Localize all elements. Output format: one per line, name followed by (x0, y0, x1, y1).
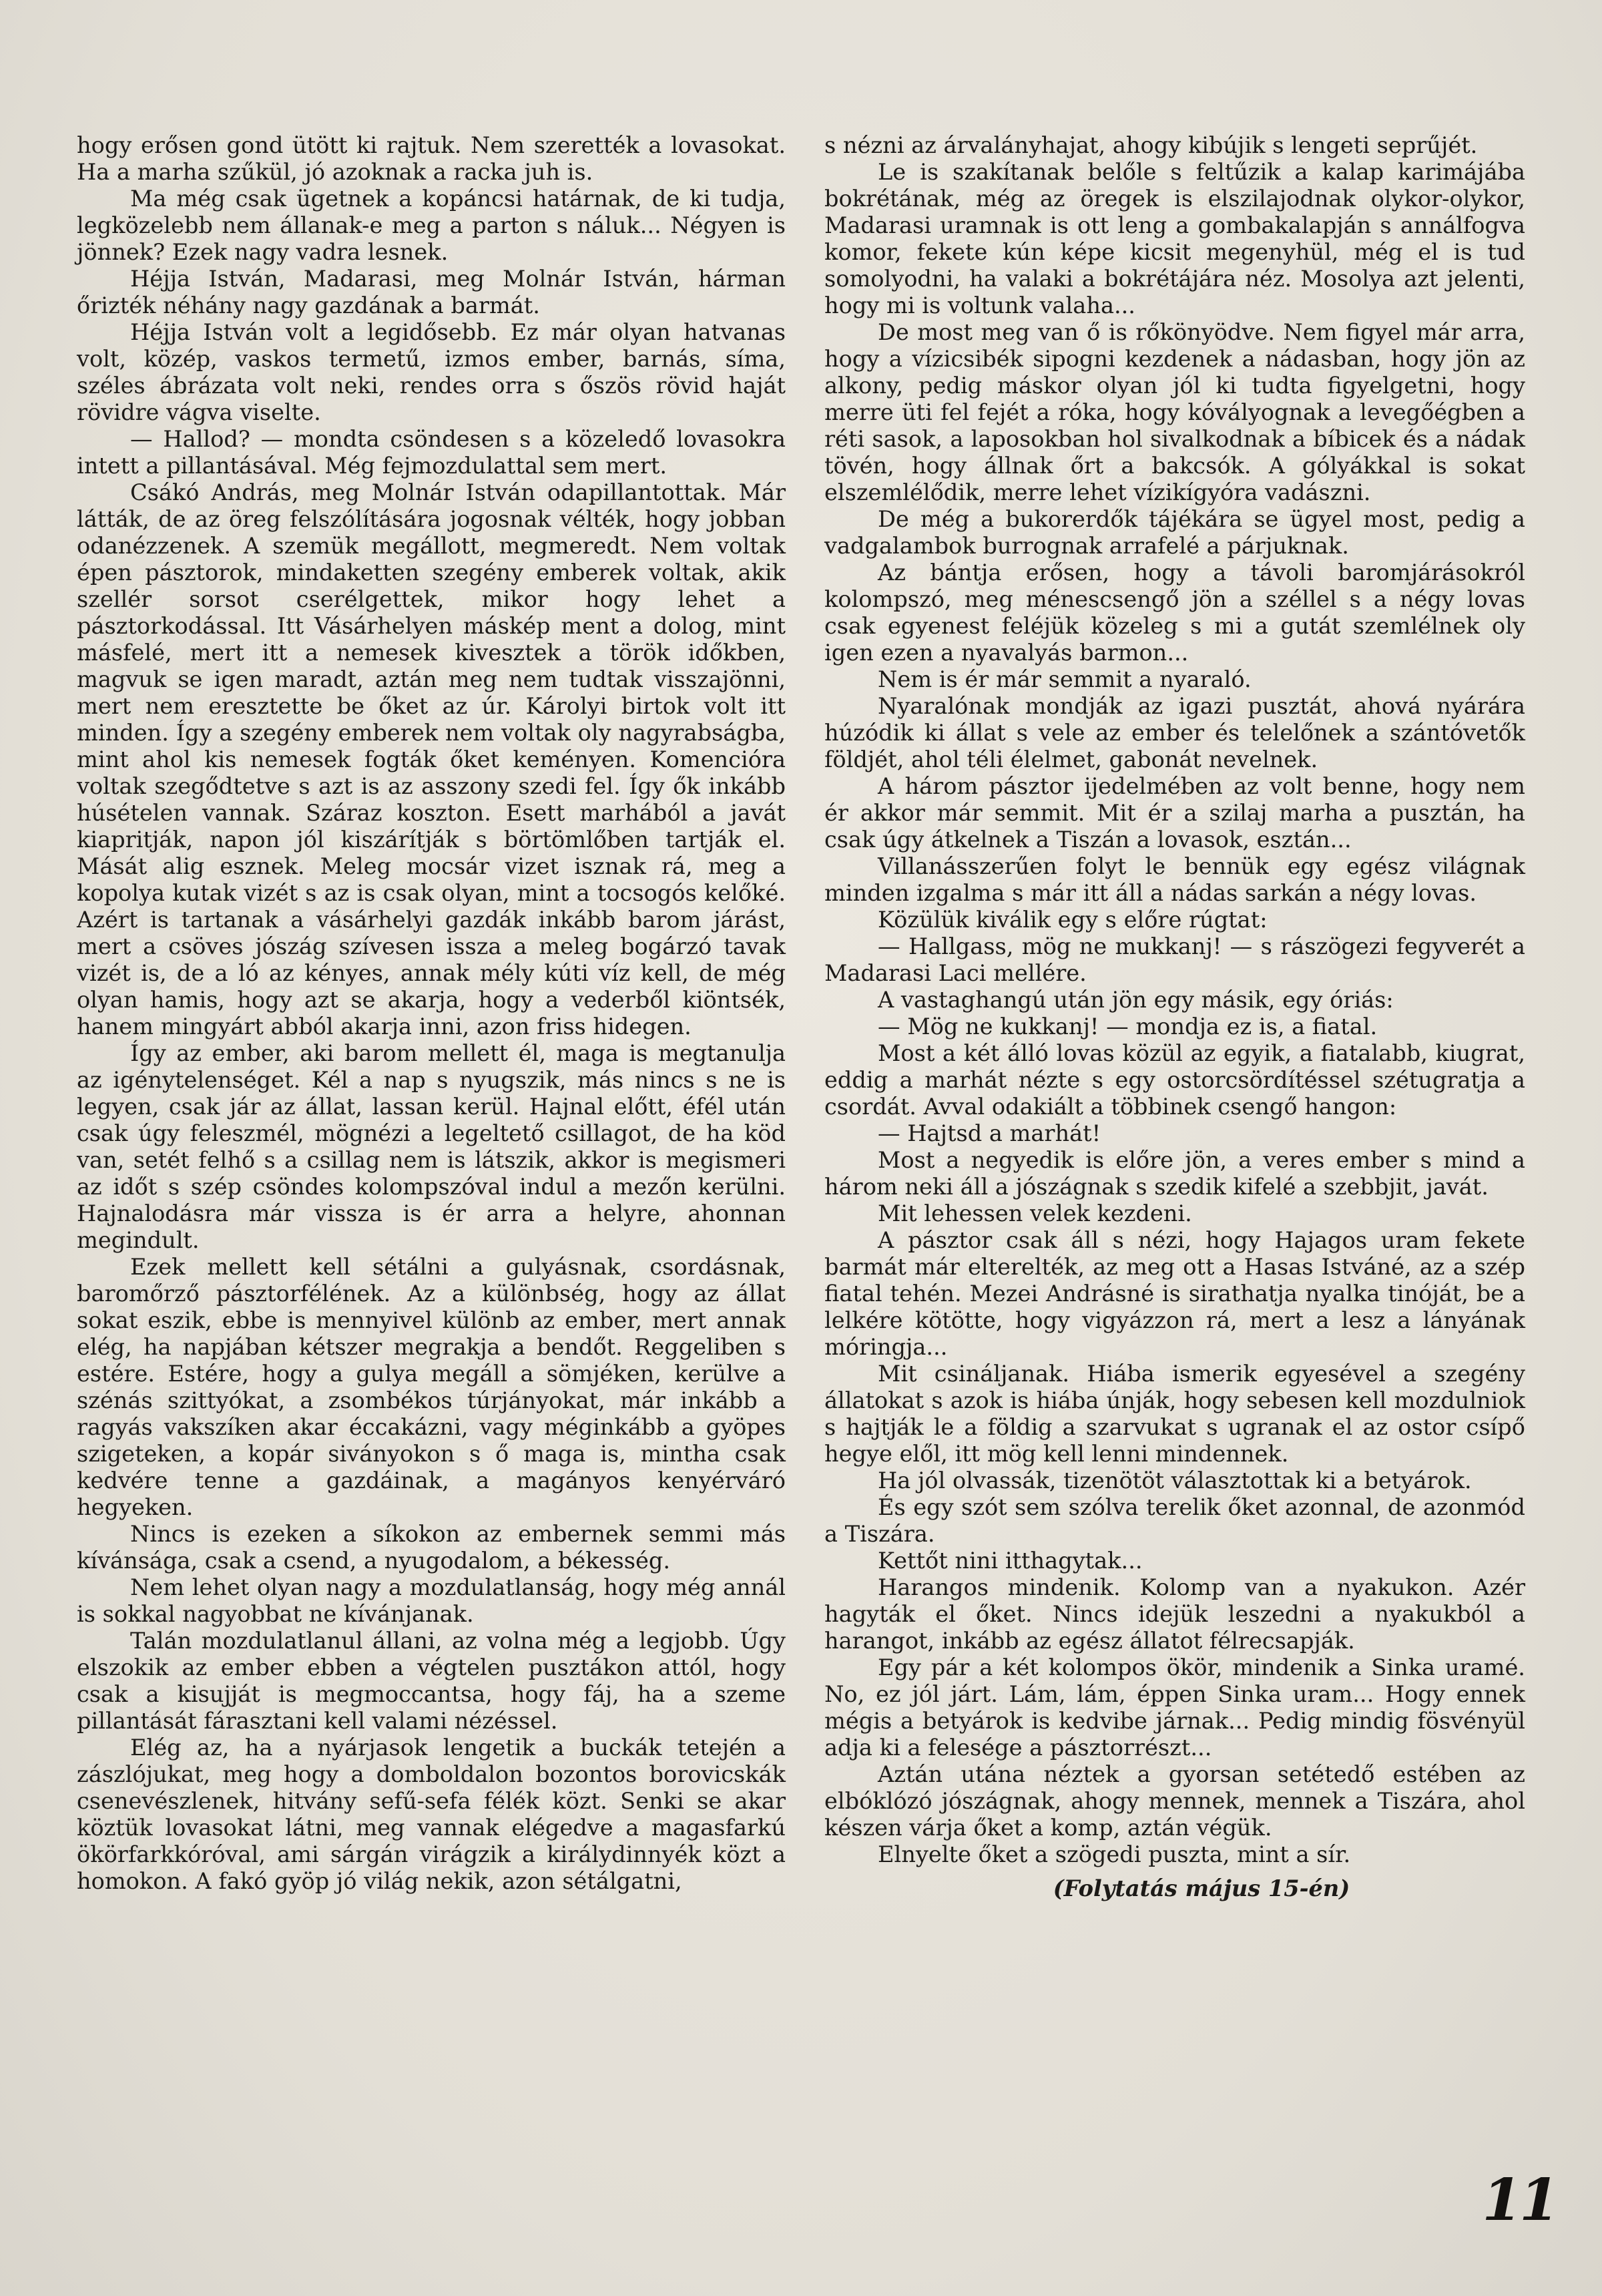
paragraph: A vastaghangú után jön egy másik, egy óriás: (878, 987, 1394, 1013)
paragraph: Nincs is ezeken a síkokon az embernek semmi más kívánsága, csak a csend, a nyugodalom, a békesség. (77, 1521, 786, 1574)
paragraph: Közülük kiválik egy s előre rúgtat: (878, 907, 1268, 933)
paragraph: hogy erősen gond ütött ki rajtuk. Nem szerették a lovasokat. Ha a marha szűkül, jó azoknak a racka juh is. (77, 132, 786, 185)
paragraph: — Hallgass, mög ne mukkanj! — s rászögezi fegyverét a Madarasi Laci mellére. (824, 933, 1525, 986)
paragraph: Elnyelte őket a szögedi puszta, mint a sír. (878, 1841, 1351, 1867)
paragraph: — Hallod? — mondta csöndesen s a közeledő lovasokra intett a pillantásával. Még fejmozdulattal sem mert. (77, 426, 786, 479)
paragraph: A három pásztor ijedelmében az volt benne, hogy nem ér akkor már semmit. Mit ér a szilaj marha a pusztán, ha csak úgy átkelnek a Tiszán a lovasok, esztán... (824, 773, 1525, 853)
left-text-column (77, 132, 786, 1895)
paragraph: Egy pár a két kolompos ökör, mindenik a Sinka uramé. No, ez jól járt. Lám, lám, éppen Sinka uram... Hogy ennek mégis a betyárok is kedvibe járnak... Pedig mindig fösvényül adja ki a felesége a pásztorrészt... (824, 1654, 1525, 1761)
paragraph: Héjja István, Madarasi, meg Molnár István, hárman őrizték néhány nagy gazdának a barmát. (77, 266, 786, 318)
right-text-column (824, 132, 1525, 1901)
paragraph: Ma még csak ügetnek a kopáncsi határnak, de ki tudja, legközelebb nem állanak-e meg a parton s náluk... Négyen is jönnek? Ezek nagy vadra lesnek. (77, 186, 786, 265)
paragraph: — Mög ne kukkanj! — mondja ez is, a fiatal. (878, 1013, 1378, 1040)
paragraph: Héjja István volt a legidősebb. Ez már olyan hatvanas volt, közép, vaskos termetű, izmos ember, barnás, síma, széles ábrázata volt neki, rendes orra s őszös rövid haját rövidre vágva viselte. (77, 319, 786, 425)
paragraph: Talán mozdulatlanul állani, az volna még a legjobb. Úgy elszokik az ember ebben a végtelen pusztákon attól, hogy csak a kisujját is megmoccantsa, hogy fáj, ha a szeme pillantását fárasztani kell valami nézéssel. (77, 1628, 786, 1734)
paragraph: s nézni az árvalányhajat, ahogy kibújik s lengeti seprűjét. (824, 132, 1478, 158)
paragraph: De még a bukorerdők tájékára se ügyel most, pedig a vadgalambok burrognak arrafelé a párjuknak. (824, 506, 1525, 559)
paragraph: Mit lehessen velek kezdeni. (878, 1200, 1192, 1226)
paragraph: Le is szakítanak belőle s feltűzik a kalap karimájába bokrétának, még az öregek is elszilajodnak olykor-olykor, Madarasi uramnak is ott leng a gombakalapján s annálfogva komor, fekete kún képe kicsit megenyhül, még el is tud somolyodni, ha valaki a bokrétájára néz. Mosolya azt jelenti, hogy mi is voltunk valaha... (824, 159, 1525, 318)
paragraph: Ha jól olvassák, tizenötöt választottak ki a betyárok. (878, 1467, 1472, 1494)
paragraph: — Hajtsd a marhát! (878, 1120, 1101, 1146)
paragraph: Most a két álló lovas közül az egyik, a fiatalabb, kiugrat, eddig a marhát nézte s egy ostorcsördítéssel szétugratja a csordát. Avval odakiált a többinek csengő hangon: (824, 1040, 1525, 1120)
paragraph: Most a negyedik is előre jön, a veres ember s mind a három neki áll a jószágnak s szedik kifelé a szebbjit, javát. (824, 1147, 1525, 1200)
paragraph: Csákó András, meg Molnár István odapillantottak. Már látták, de az öreg felszólítására jogosnak vélték, hogy jobban odanézzenek. A szemük megállott, megmeredt. Nem voltak épen pásztorok, mindaketten szegény emberek voltak, akik szellér sorsot cserélgettek, mikor hogy lehet a pásztorkodással. Itt Vásárhelyen máskép ment a dolog, mint másfelé, mert itt a nemesek kivesztek a török időkben, magvuk se igen maradt, aztán meg nem tudtak visszajönni, mert nem eresztette be őket az úr. Károlyi birtok volt itt minden. Így a szegény emberek nem voltak oly nagyrabságba, mint ahol kis nemesek fogták őket keményen. Komencióra voltak szegődtetve s azt is az asszony szedi fel. Így ők inkább húsételen vannak. Száraz koszton. Esett marhából a javát kiapritják, napon jól kiszárítják s börtömlőben tartják el. Mását alig esznek. Meleg mocsár vizet isznak rá, meg a kopolya kutak vizét s az is csak olyan, mint a tocsogós kelőké. Azért is tartanak a vásárhelyi gazdák inkább barom járást, mert a csöves jószág szívesen issza a meleg bogárzó tavak vizét is, de a ló az kényes, annak mély kúti víz kell, de még olyan hamis, hogy azt se akarja, hogy a vederből kiöntsék, hanem mingyárt abból akarja inni, azon friss hidegen. (77, 479, 786, 1040)
paragraph: A pásztor csak áll s nézi, hogy Hajagos uram fekete barmát már elterelték, az meg ott a Hasas Istváné, az a szép fiatal tehén. Mezei Andrásné is sirathatja nyalka tinóját, be a lelkére kötötte, hogy vigyázzon rá, mert a lesz a lányának móringja... (824, 1227, 1525, 1360)
paragraph: Villanásszerűen folyt le bennük egy egész világnak minden izgalma s már itt áll a nádas sarkán a négy lovas. (824, 853, 1525, 906)
paragraph: Mit csinálјanak. Hiába ismerik egyesével a szegény állatokat s azok is hiába únják, hogy sebesen kell mozdulniok s hajtják le a földig a szarvukat s ugranak el az ostor csípő hegye elől, itt mög kell lenni mindennek. (824, 1361, 1525, 1467)
paragraph: Aztán utána néztek a gyorsan setétedő estében az elbóklózó jószágnak, ahogy mennek, mennek a Tiszára, ahol készen várja őket a komp, aztán végük. (824, 1761, 1525, 1841)
paragraph: Elég az, ha a nyárjasok lengetik a buckák tetején a zászlójukat, meg hogy a domboldalon bozontos borovicskák csenevészlenek, hitvány sefű-sefa félék közt. Senki se akar köztük lovasokat látni, meg vannak elégedve a magasfarkú ökörfarkkóróval, ami sárgán virágzik a királydinnyék közt a homokon. A fakó gyöp jó világ nekik, azon sétálgatni, (77, 1735, 786, 1894)
paragraph: Nem lehet olyan nagy a mozdulatlanság, hogy még annál is sokkal nagyobbat ne kívánjanak. (77, 1574, 786, 1627)
paragraph: De most meg van ő is rőkönyödve. Nem figyel már arra, hogy a vízicsibék sipogni kezdenek a nádasban, hogy jön az alkony, pedig máskor olyan jól ki tudta figyelgetni, hogy merre üti fel fejét a róka, hogy kóvályognak a levegőégben a réti sasok, a laposokban hol sivalkodnak a bíbicek és a nádak tövén, hogy állnak őrt a bakcsók. A gólyákkal is sokat elszemlélődik, merre lehet vízikígyóra vadászni. (824, 319, 1525, 505)
paragraph: Harangos mindenik. Kolomp van a nyakukon. Azér hagyták el őket. Nincs idejük leszedni a nyakukból a harangot, inkább az egész állatot félrecsapják. (824, 1574, 1525, 1654)
paragraph: Ezek mellett kell sétálni a gulyásnak, csordásnak, baromőrző pásztorfélének. Az a különbség, hogy az állat sokat eszik, ebbe is mennyivel különb az ember, mert annak elég, ha napjában kétszer megrakja a bendőt. Reggeliben s estére. Estére, hogy a gulya megáll a sömjéken, kerülve a szénás szittyókat, a zsombékos túrjányokat, már inkább a ragyás vakszíken akar éccakázni, vagy méginkább a gyöpes szigeteken, a kopár siványokon s ő maga is, mintha csak kedvére tenne a gazdáinak, a magányos kenyérváró hegyeken. (77, 1254, 786, 1520)
paragraph: Így az ember, aki barom mellett él, maga is megtanulja az igénytelenséget. Kél a nap s nyugszik, más nincs s ne is legyen, csak jár az állat, lassan kerül. Hajnal előtt, éfél után csak úgy feleszmél, mögnézi a legeltető csillagot, de ha köd van, setét felhő s a csillag nem is látszik, akkor is megismeri az időt s szép csöndes kolompszóval indul a mezőn kerülni. Hajnalodásra már vissza is ér arra a helyre, ahonnan megindult. (77, 1040, 786, 1253)
paragraph: Kettőt nini itthagytak... (878, 1548, 1143, 1574)
paragraph: Nyaralónak mondják az igazi pusztát, ahová nyárára húzódik ki állat s vele az ember és telelőnek a szántóvetők földjét, ahol téli élelmet, gabonát nevelnek. (824, 693, 1525, 772)
paragraph: Az bántja erősen, hogy a távoli baromjárásokról kolompszó, meg ménescsengő jön a széllel s a négy lovas csak egyenest feléjük közeleg s mi a gutát szemlélnek oly igen ezen a nyavalyás barmon... (824, 559, 1525, 666)
paragraph: Nem is ér már semmit a nyaraló. (878, 666, 1252, 692)
continuation-note: (Folytatás május 15-én) (1053, 1875, 1350, 1901)
paragraph: És egy szót sem szólva terelik őket azonnal, de azonmód a Tiszára. (824, 1494, 1525, 1547)
page-number: 11 (1482, 2166, 1557, 2234)
